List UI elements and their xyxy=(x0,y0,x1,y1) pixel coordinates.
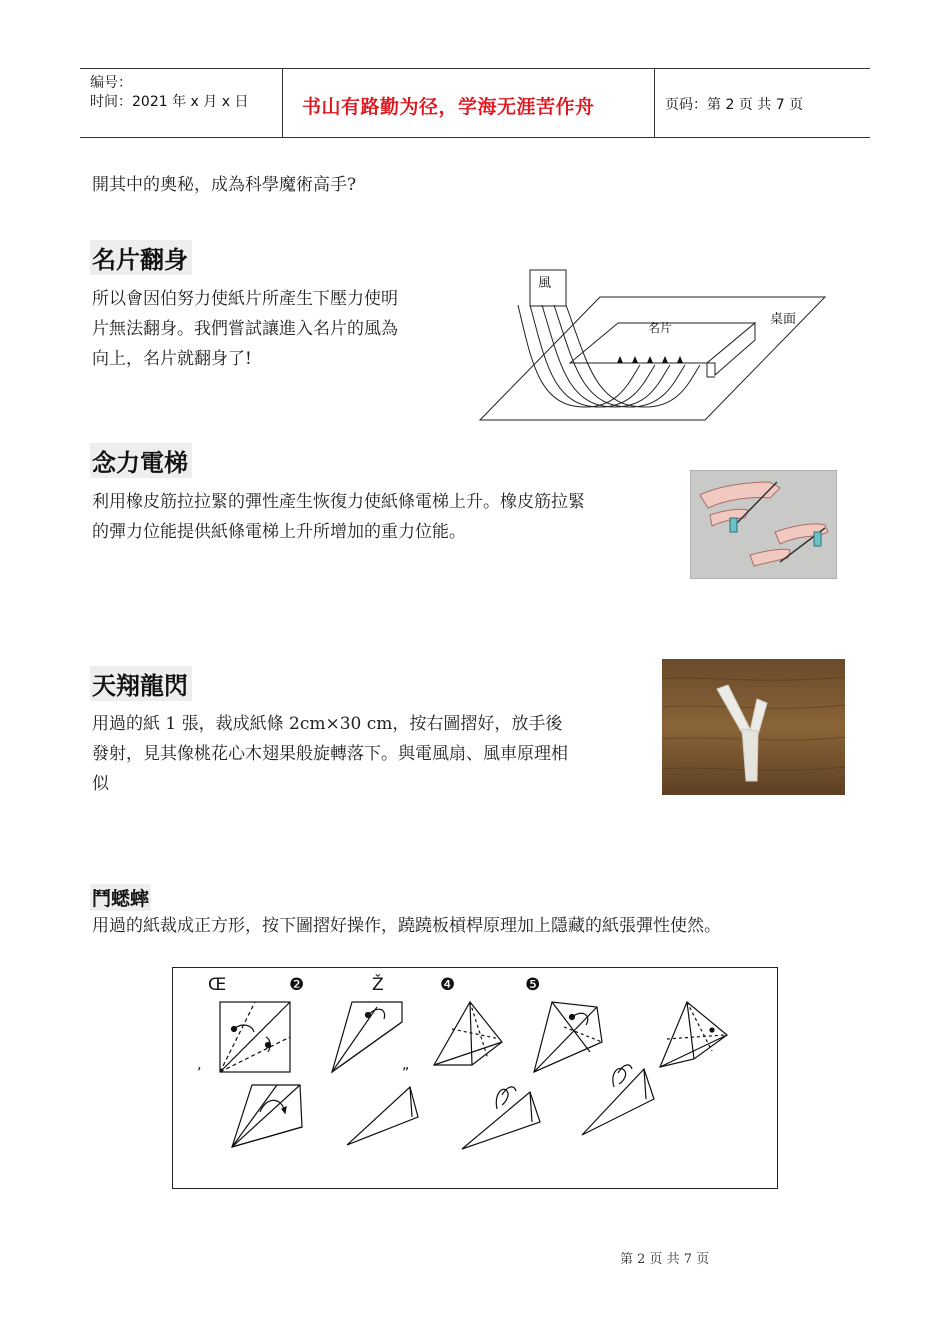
dragon-line: 發射，見其像桃花心木翅果般旋轉落下。與電風扇、風車原理相 xyxy=(92,744,568,764)
cricket-text: 用過的紙裁成正方形，按下圖摺好操作，蹺蹺板槓桿原理加上隱藏的紙張彈性使然。 xyxy=(92,916,721,936)
number-label: 编号： xyxy=(90,75,132,91)
folding-diagram xyxy=(172,967,778,1189)
page-footer: 第 2 页 共 7 页 xyxy=(620,1252,710,1267)
card-label: 名片 xyxy=(648,321,673,335)
date-label: 时间：2021 年 x 月 x 日 xyxy=(90,94,249,110)
dragon-line: 似 xyxy=(92,774,109,794)
step-label-3: Ž xyxy=(372,975,384,995)
header-page-cell xyxy=(655,69,870,137)
diagram-frame xyxy=(173,968,778,1189)
header-meta-cell xyxy=(80,69,283,137)
elevator-line: 利用橡皮筋拉拉緊的彈性產生恢復力使紙條電梯上升。橡皮筋拉緊 xyxy=(92,492,585,512)
section-title-card-flip: 名片翻身 xyxy=(90,240,192,275)
intro-text: 開其中的奧秘，成為科學魔術高手? xyxy=(92,175,357,195)
card-flip-line: 向上，名片就翻身了! xyxy=(92,349,252,369)
card-flip-line: 片無法翻身。我們嘗試讓進入名片的風為 xyxy=(92,319,398,339)
dragon-photo xyxy=(662,659,845,795)
step-label-5: ❺ xyxy=(525,975,541,995)
elevator-photo xyxy=(690,470,837,579)
motto: 书山有路勤为径，学海无涯苦作舟 xyxy=(302,96,595,118)
card-flip-text xyxy=(92,284,398,374)
elevator-line: 的彈力位能提供紙條電梯上升所增加的重力位能。 xyxy=(92,522,466,542)
step-mark-1: ‚ xyxy=(197,1057,202,1073)
page-header xyxy=(80,68,870,138)
section-title-elevator: 念力電梯 xyxy=(90,443,192,478)
page-label: 页码：第 2 页 共 7 页 xyxy=(665,97,804,113)
section-title-cricket: 鬥蟋蟀 xyxy=(90,884,151,911)
step-mark-2: „ xyxy=(402,1057,410,1073)
table-label: 桌面 xyxy=(770,312,797,327)
card-flip-diagram xyxy=(470,265,830,425)
step-label-4: ❹ xyxy=(440,975,456,995)
dragon-line: 用過的紙 1 張，裁成紙條 2cm×30 cm，按右圖摺好，放手後 xyxy=(92,714,563,734)
header-motto-cell xyxy=(282,69,655,137)
step-label-2: ❷ xyxy=(289,975,305,995)
elevator-text xyxy=(92,487,585,547)
section-title-dragon: 天翔龍閃 xyxy=(90,666,192,701)
card-flip-line: 所以會因伯努力使紙片所產生下壓力使明 xyxy=(92,289,398,309)
step-label-1: Œ xyxy=(208,975,227,995)
wind-label: 風 xyxy=(538,276,552,291)
dragon-text xyxy=(92,709,568,799)
